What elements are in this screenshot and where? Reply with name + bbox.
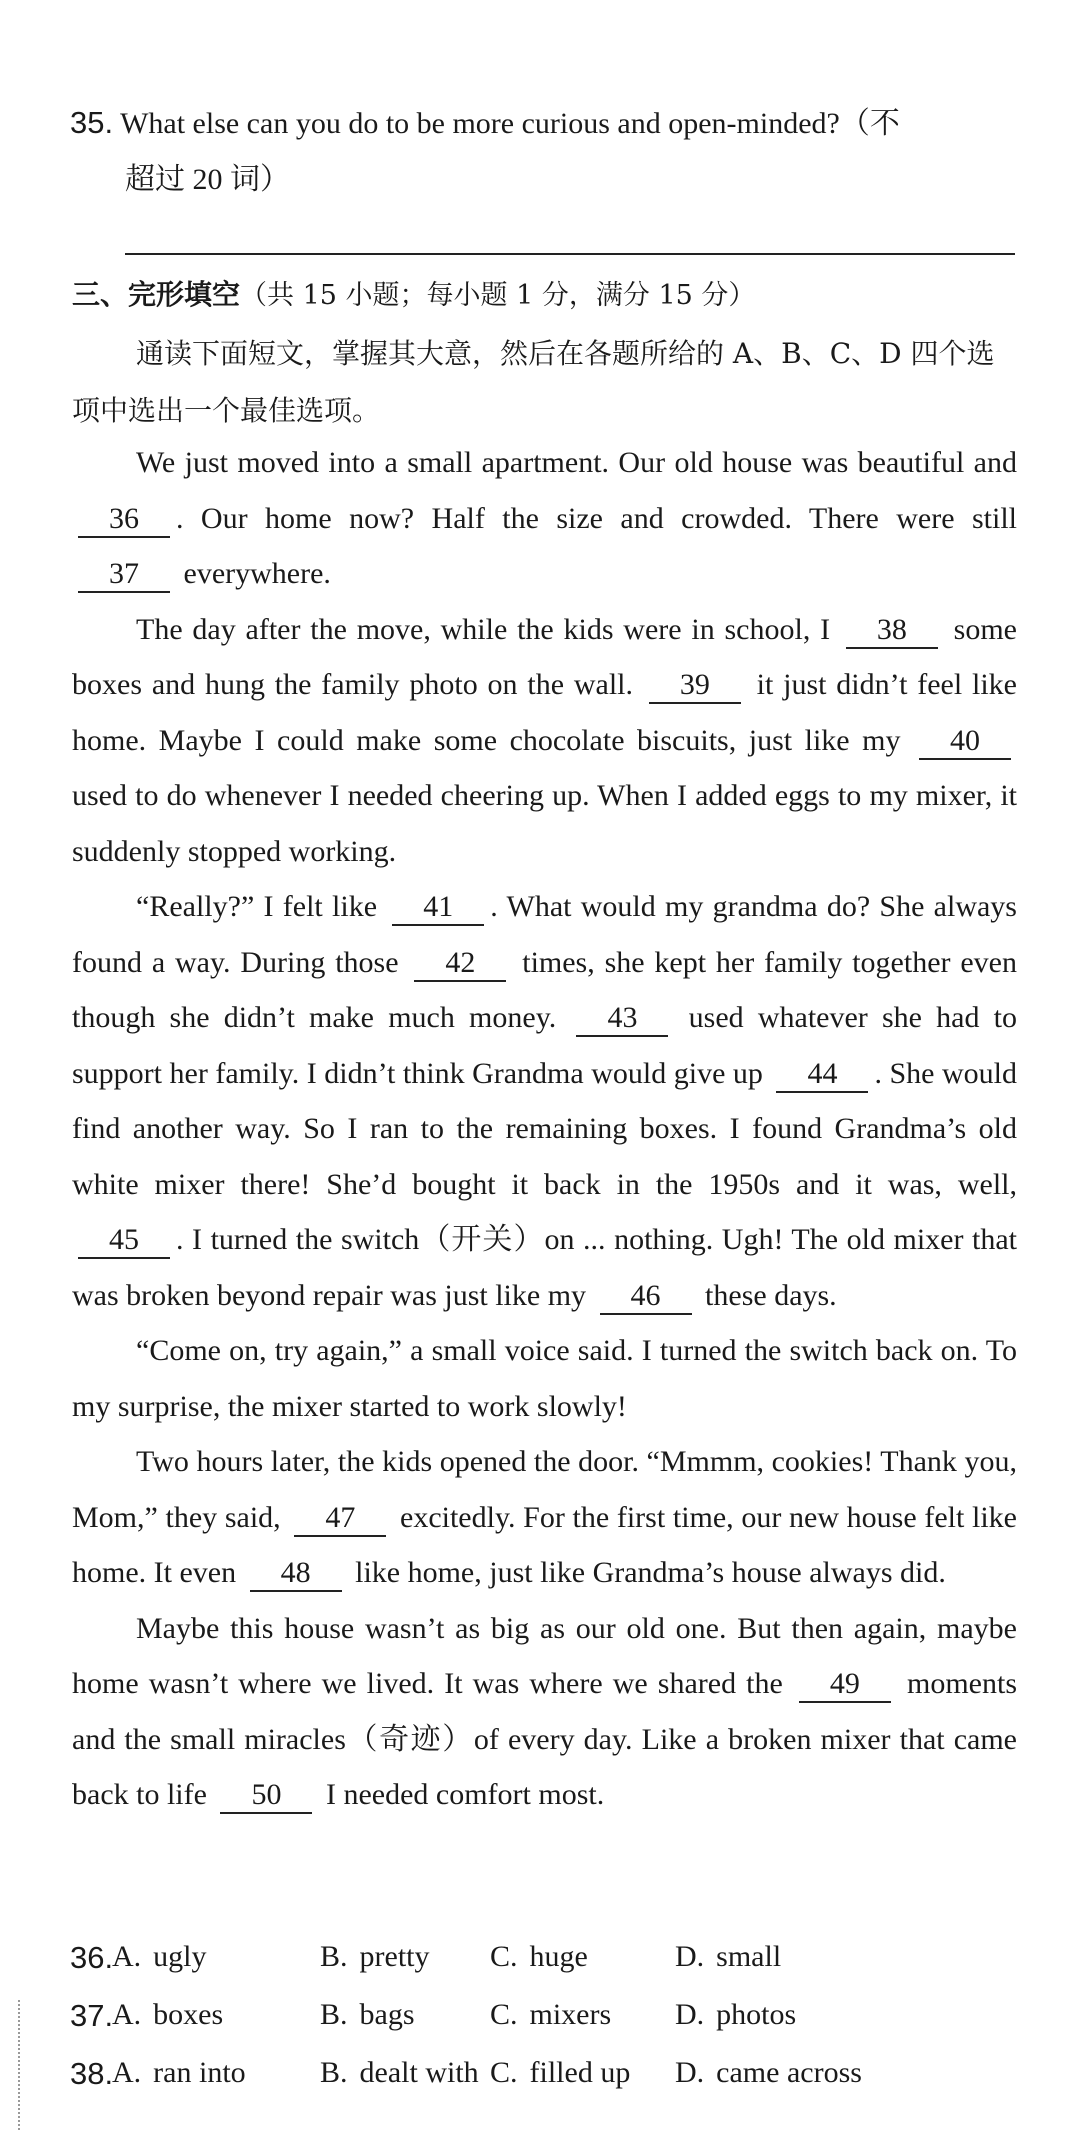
option-text: pretty [359,1940,430,1973]
passage-text: . I turned the switch（开关）on ... nothing. Ugh! The old mixer that was broken beyond repair was just like my [72,1223,1017,1312]
option-d[interactable] [675,2056,862,2090]
binding-margin-dots [18,2000,20,2130]
option-a[interactable] [112,2056,246,2090]
option-c[interactable] [490,2056,630,2090]
passage-text: used to do whenever I needed cheering up. When I added eggs to my mixer, it suddenly stopped working. [72,779,1017,868]
blank-50[interactable]: 50 [220,1778,312,1814]
passage-paragraph [72,879,1017,1323]
passage-text: . She would find another way. So I ran to the remaining boxes. I found Grandma’s old white mixer there! She’d bought it back in the 1950s and it was, well, [72,1056,1017,1201]
option-b[interactable] [320,2056,479,2090]
passage-text: these days. [697,1278,837,1312]
passage-paragraph [72,1323,1017,1434]
question-number: 35. [70,105,114,140]
option-text: boxes [153,1998,224,2031]
passage-paragraph [72,435,1017,602]
option-c[interactable] [490,1998,611,2032]
option-text: ran into [153,2056,246,2089]
option-b[interactable] [320,1940,430,1974]
blank-37[interactable]: 37 [78,557,170,593]
option-text: bags [359,1998,415,2031]
passage-text: some boxes and hung the family photo on the wall. [72,612,1018,701]
passage-text: used whatever she had to support her family. I didn’t think Grandma would give up [72,1001,1018,1090]
passage-text: times, she kept her family together even though she didn’t make much money. [72,945,1017,1034]
blank-46[interactable]: 46 [600,1279,692,1315]
option-row-38 [70,2056,1030,2114]
passage-text: like home, just like Grandma’s house always did. [347,1556,946,1589]
blank-49[interactable]: 49 [799,1667,891,1703]
option-letter: B. [320,1940,348,1973]
blank-42[interactable]: 42 [414,946,506,982]
passage-text: everywhere. [176,557,331,590]
passage-text: Two hours later, the kids opened the door. “Mmmm, cookies! Thank you, Mom,” they said, [72,1445,1017,1534]
answer-line[interactable] [125,253,1015,255]
option-letter: A. [112,2056,142,2089]
passage-text: The day after the move, while the kids were in school, I [136,612,840,646]
question-35 [70,95,1020,208]
option-question-number: 38. [70,2056,114,2091]
option-text: huge [529,1940,588,1973]
passage-text: “Come on, try again,” a small voice said. I turned the switch back on. To my surprise, the mixer started to work slowly! [72,1334,1017,1423]
passage-text: . Our home now? Half the size and crowded. There were still [176,501,1017,535]
option-letter: A. [112,1998,142,2031]
passage-text: it just didn’t feel like home. Maybe I could make some chocolate biscuits, just like my [72,668,1017,757]
option-text: filled up [529,2056,631,2089]
blank-48[interactable]: 48 [250,1556,342,1592]
option-letter: C. [490,2056,518,2089]
blank-45[interactable]: 45 [78,1223,170,1259]
passage-text: We just moved into a small apartment. Our old house was beautiful and [136,446,1017,479]
question-text-continued: 超过 20 词） [125,163,290,196]
option-letter: A. [112,1940,142,1973]
option-text: came across [716,2056,862,2089]
option-text: mixers [529,1998,612,2031]
passage-text: moments and the small miracles（奇迹）of every day. Like a broken mixer that came back to life [72,1667,1017,1811]
option-a[interactable] [112,1998,223,2032]
passage-text: Maybe this house wasn’t as big as our old one. But then again, maybe home wasn’t where we lived. It was where we shared the [72,1611,1017,1700]
option-text: dealt with [359,2056,479,2089]
section-instruction: 通读下面短文，掌握其大意，然后在各题所给的 A、B、C、D 四个选项中选出一个最佳选项。 [72,337,995,427]
section-title: 三、完形填空 [72,278,241,311]
option-d[interactable] [675,1940,781,1974]
option-row-37 [70,1998,1030,2056]
passage-paragraph [72,1601,1017,1823]
option-letter: C. [490,1940,518,1973]
option-letter: C. [490,1998,518,2031]
passage-text: “Really?” I felt like [136,890,387,923]
passage-text: . What would my grandma do? She always found a way. During those [72,890,1017,979]
section-subtitle: （共 15 小题；每小题 1 分，满分 15 分） [240,280,756,311]
blank-41[interactable]: 41 [392,890,484,926]
option-letter: D. [675,2056,705,2089]
option-text: photos [716,1998,797,2031]
blank-39[interactable]: 39 [649,668,741,704]
option-a[interactable] [112,1940,207,1974]
option-row-36 [70,1940,1030,1998]
passage-text: excitedly. For the first time, our new house felt like home. It even [72,1500,1017,1589]
option-b[interactable] [320,1998,415,2032]
section-heading [72,273,755,313]
question-text: What else can you do to be more curious and open-minded?（不 [120,107,900,140]
blank-44[interactable]: 44 [776,1057,868,1093]
blank-36[interactable]: 36 [78,502,170,538]
answer-options [70,1940,1030,2114]
option-letter: B. [320,2056,348,2089]
blank-38[interactable]: 38 [846,613,938,649]
blank-47[interactable]: 47 [294,1501,386,1537]
option-question-number: 36. [70,1940,114,1975]
option-text: ugly [153,1940,207,1973]
passage-text: I needed comfort most. [318,1778,605,1811]
option-d[interactable] [675,1998,796,2032]
blank-40[interactable]: 40 [919,724,1011,760]
option-letter: D. [675,1940,705,1973]
option-question-number: 37. [70,1998,114,2033]
passage-paragraph [72,602,1017,880]
option-c[interactable] [490,1940,588,1974]
option-text: small [716,1940,782,1973]
passage-paragraph [72,1434,1017,1601]
blank-43[interactable]: 43 [576,1001,668,1037]
option-letter: B. [320,1998,348,2031]
cloze-passage [72,435,1017,1823]
option-letter: D. [675,1998,705,2031]
